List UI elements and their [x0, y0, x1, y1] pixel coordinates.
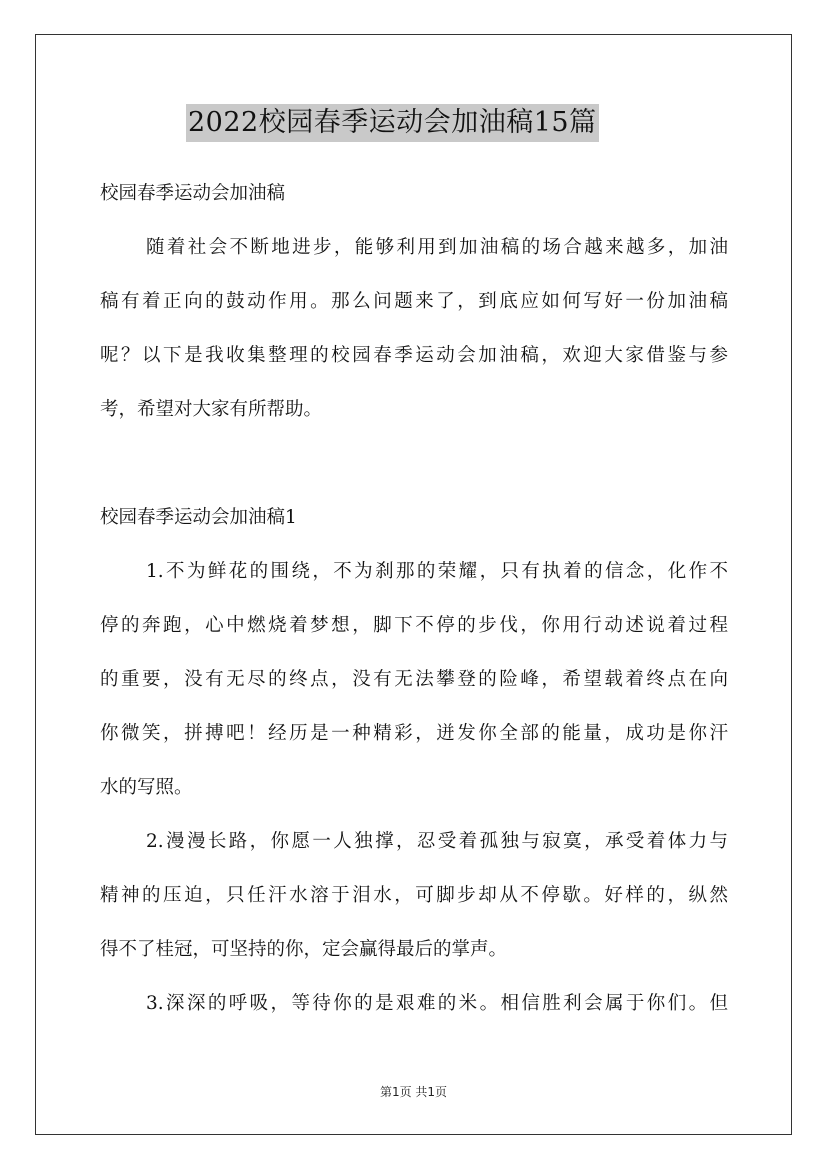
paragraph-line: 得不了桂冠，可坚持的你，定会赢得最后的掌声。 — [100, 939, 508, 960]
paragraph-line: 的重要，没有无尽的终点，没有无法攀登的险峰，希望载着终点在向 — [100, 669, 728, 690]
paragraph-line: 精神的压迫，只任汗水溶于泪水，可脚步却从不停歇。好样的，纵然 — [100, 885, 728, 906]
section-heading: 校园春季运动会加油稿 — [100, 183, 286, 204]
document-title: 2022校园春季运动会加油稿15篇 — [186, 104, 599, 142]
paragraph-line: 2.漫漫长路，你愿一人独撑，忍受着孤独与寂寞，承受着体力与 — [146, 831, 728, 852]
paragraph-line: 稿有着正向的鼓动作用。那么问题来了，到底应如何写好一份加油稿 — [100, 291, 728, 312]
page-footer: 第1页 共1页 — [379, 1085, 448, 1099]
section-heading: 校园春季运动会加油稿1 — [100, 507, 297, 528]
paragraph-line: 停的奔跑，心中燃烧着梦想，脚下不停的步伐，你用行动述说着过程 — [100, 615, 728, 636]
paragraph-line: 呢？以下是我收集整理的校园春季运动会加油稿，欢迎大家借鉴与参 — [100, 345, 728, 366]
paragraph-line: 3.深深的呼吸，等待你的是艰难的米。相信胜利会属于你们。但 — [146, 993, 728, 1014]
paragraph-line: 1.不为鲜花的围绕，不为刹那的荣耀，只有执着的信念，化作不 — [146, 561, 728, 582]
paragraph-line: 水的写照。 — [100, 777, 193, 798]
paragraph-line: 你微笑，拼搏吧！经历是一种精彩，迸发你全部的能量，成功是你汗 — [100, 723, 728, 744]
paragraph-line: 考，希望对大家有所帮助。 — [100, 399, 323, 420]
paragraph-line: 随着社会不断地进步，能够利用到加油稿的场合越来越多，加油 — [146, 237, 728, 258]
